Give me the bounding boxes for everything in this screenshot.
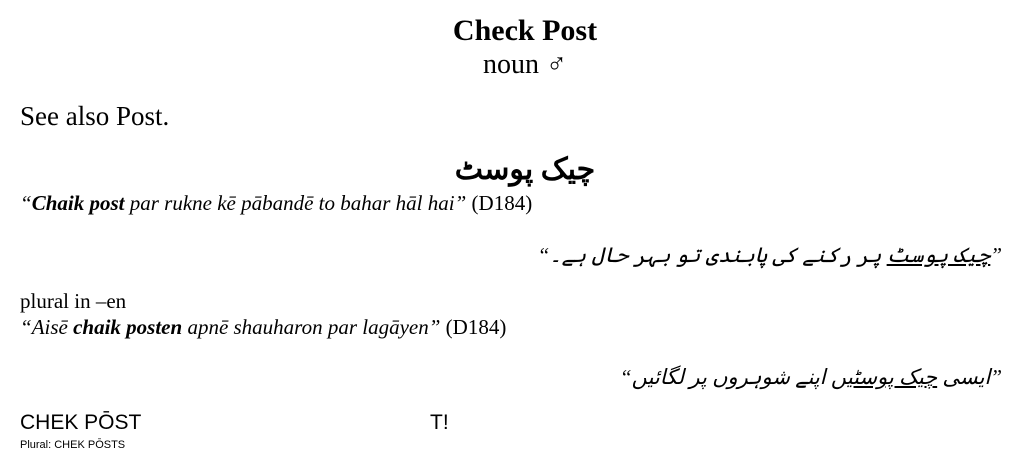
example-1-urdu-rest: پر رکنے کی پابندی تو بہر حال ہے۔: [549, 243, 887, 267]
urdu-headword: چیک پوسٹ: [454, 153, 596, 186]
example-1-bold-phrase: Chaik post: [31, 191, 125, 215]
part-of-speech-line: [0, 48, 1024, 82]
example-2-urdu-lead: ایسی: [937, 365, 991, 389]
plural-spelling: Plural: CHEK PŌSTS: [20, 439, 126, 451]
example-1-urdu-open-quote: ”: [990, 243, 1002, 267]
example-2-urdu-rest: اپنے شوہروں پر لگائیں: [631, 365, 831, 389]
entry-headword: Check Post: [452, 14, 598, 47]
example-2-urdu: [620, 362, 1002, 392]
example-1-open-quote: “: [20, 191, 32, 215]
example-1-urdu-underlined: چیک پوسٹ: [886, 243, 991, 267]
example-1-transliteration: [20, 190, 532, 216]
example-2-open-quote: “: [20, 315, 32, 339]
example-2-source: (D184): [440, 315, 507, 339]
register-mark: T!: [430, 411, 449, 434]
example-1-urdu-close-quote: “: [537, 243, 550, 267]
spelling-label: CHEK PŌST: [20, 411, 142, 434]
example-2-transliteration: [20, 314, 506, 340]
example-2-lead: Aisē: [31, 315, 74, 339]
part-of-speech: noun: [483, 49, 539, 80]
example-1-close-quote: ”: [454, 191, 467, 215]
example-1-source: (D184): [466, 191, 533, 215]
example-2-bold-phrase: chaik posten: [73, 315, 183, 339]
male-gender-icon: ♂: [546, 49, 567, 80]
example-1-rest: par rukne kē pābandē to bahar hāl hai: [124, 191, 455, 215]
example-1-urdu: [538, 240, 1002, 270]
example-2-close-quote: ”: [428, 315, 441, 339]
plural-note: plural in –en: [20, 289, 127, 313]
example-2-rest: apnē shauharon par lagāyen: [182, 315, 429, 339]
example-2-urdu-open-quote: ”: [990, 365, 1002, 389]
see-also-reference: See also Post.: [20, 101, 170, 131]
example-2-urdu-underlined: چیک پوسٹیں: [830, 365, 938, 389]
example-2-urdu-close-quote: “: [619, 365, 632, 389]
